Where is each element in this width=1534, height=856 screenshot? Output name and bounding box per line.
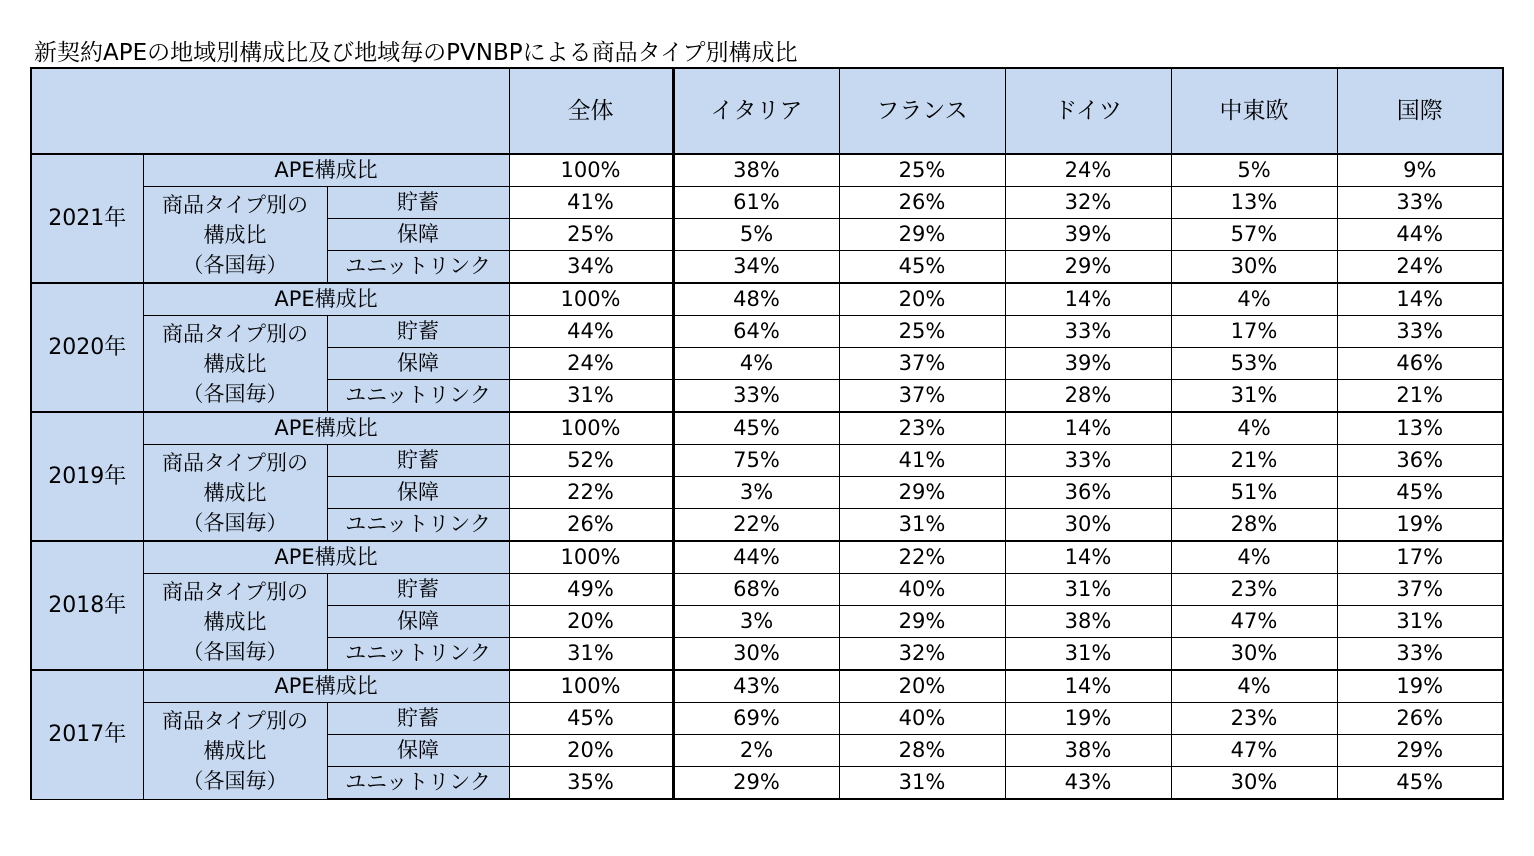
value-cell-germany: 36% [1005, 477, 1171, 509]
value-cell-italy: 48% [673, 283, 839, 316]
protection-label: 保障 [327, 477, 509, 509]
value-cell-germany: 31% [1005, 638, 1171, 671]
value-cell-total: 44% [509, 316, 673, 348]
value-cell-italy: 64% [673, 316, 839, 348]
category-label-line-2: 構成比 [203, 351, 267, 376]
category-label-line-3: （各国毎） [182, 510, 288, 535]
value-cell-total: 100% [509, 541, 673, 574]
value-cell-germany: 30% [1005, 509, 1171, 542]
protection-label: 保障 [327, 219, 509, 251]
value-cell-cee: 23% [1171, 703, 1337, 735]
value-cell-total: 100% [509, 412, 673, 445]
value-cell-germany: 39% [1005, 348, 1171, 380]
value-cell-germany: 39% [1005, 219, 1171, 251]
value-cell-cee: 30% [1171, 638, 1337, 671]
value-cell-total: 34% [509, 251, 673, 284]
value-cell-total: 20% [509, 606, 673, 638]
table-body [31, 154, 1503, 799]
value-cell-cee: 17% [1171, 316, 1337, 348]
value-cell-italy: 44% [673, 541, 839, 574]
category-label [143, 703, 327, 800]
protection-label: 保障 [327, 606, 509, 638]
value-cell-france: 25% [839, 154, 1005, 187]
value-cell-total: 45% [509, 703, 673, 735]
column-header-total: 全体 [509, 68, 673, 154]
value-cell-france: 22% [839, 541, 1005, 574]
value-cell-germany: 14% [1005, 670, 1171, 703]
savings-row [31, 703, 1503, 735]
column-header-germany: ドイツ [1005, 68, 1171, 154]
value-cell-italy: 5% [673, 219, 839, 251]
value-cell-international: 31% [1337, 606, 1503, 638]
unit-linked-label: ユニットリンク [327, 380, 509, 413]
value-cell-germany: 19% [1005, 703, 1171, 735]
value-cell-cee: 53% [1171, 348, 1337, 380]
value-cell-cee: 5% [1171, 154, 1337, 187]
value-cell-france: 32% [839, 638, 1005, 671]
ape-label: APE構成比 [143, 670, 509, 703]
ape-label: APE構成比 [143, 541, 509, 574]
value-cell-cee: 57% [1171, 219, 1337, 251]
value-cell-total: 20% [509, 735, 673, 767]
value-cell-germany: 33% [1005, 445, 1171, 477]
value-cell-italy: 38% [673, 154, 839, 187]
year-label: 2017年 [31, 670, 143, 799]
savings-label: 貯蓄 [327, 703, 509, 735]
value-cell-france: 29% [839, 606, 1005, 638]
value-cell-international: 26% [1337, 703, 1503, 735]
value-cell-france: 20% [839, 283, 1005, 316]
ape-row [31, 154, 1503, 187]
value-cell-international: 45% [1337, 477, 1503, 509]
value-cell-international: 36% [1337, 445, 1503, 477]
ape-row [31, 283, 1503, 316]
value-cell-italy: 45% [673, 412, 839, 445]
value-cell-total: 22% [509, 477, 673, 509]
unit-linked-label: ユニットリンク [327, 251, 509, 284]
value-cell-germany: 14% [1005, 541, 1171, 574]
category-label-line-3: （各国毎） [182, 768, 288, 793]
value-cell-international: 37% [1337, 574, 1503, 606]
column-header-france: フランス [839, 68, 1005, 154]
value-cell-total: 35% [509, 767, 673, 800]
value-cell-total: 100% [509, 283, 673, 316]
protection-label: 保障 [327, 348, 509, 380]
ape-label: APE構成比 [143, 283, 509, 316]
value-cell-germany: 33% [1005, 316, 1171, 348]
savings-label: 貯蓄 [327, 187, 509, 219]
value-cell-france: 40% [839, 703, 1005, 735]
savings-label: 貯蓄 [327, 445, 509, 477]
value-cell-cee: 47% [1171, 606, 1337, 638]
value-cell-cee: 23% [1171, 574, 1337, 606]
category-label-line-1: 商品タイプ別の [162, 450, 308, 475]
category-label [143, 574, 327, 671]
value-cell-international: 21% [1337, 380, 1503, 413]
value-cell-germany: 14% [1005, 283, 1171, 316]
category-label-line-2: 構成比 [203, 480, 267, 505]
value-cell-cee: 21% [1171, 445, 1337, 477]
protection-label: 保障 [327, 735, 509, 767]
value-cell-italy: 43% [673, 670, 839, 703]
value-cell-germany: 29% [1005, 251, 1171, 284]
category-label [143, 187, 327, 284]
value-cell-germany: 32% [1005, 187, 1171, 219]
year-label: 2018年 [31, 541, 143, 670]
ape-row [31, 541, 1503, 574]
savings-label: 貯蓄 [327, 316, 509, 348]
value-cell-germany: 24% [1005, 154, 1171, 187]
header-row [31, 68, 1503, 154]
table-title: 新契約APEの地域別構成比及び地域毎のPVNBPによる商品タイプ別構成比 [34, 40, 798, 66]
value-cell-total: 31% [509, 380, 673, 413]
value-cell-italy: 30% [673, 638, 839, 671]
value-cell-germany: 28% [1005, 380, 1171, 413]
category-label-line-1: 商品タイプ別の [162, 192, 308, 217]
value-cell-total: 52% [509, 445, 673, 477]
value-cell-france: 23% [839, 412, 1005, 445]
value-cell-italy: 33% [673, 380, 839, 413]
category-label-line-1: 商品タイプ別の [162, 321, 308, 346]
value-cell-cee: 4% [1171, 283, 1337, 316]
value-cell-cee: 30% [1171, 767, 1337, 800]
ape-label: APE構成比 [143, 154, 509, 187]
value-cell-italy: 29% [673, 767, 839, 800]
value-cell-total: 26% [509, 509, 673, 542]
ape-label: APE構成比 [143, 412, 509, 445]
value-cell-international: 24% [1337, 251, 1503, 284]
value-cell-italy: 34% [673, 251, 839, 284]
value-cell-international: 33% [1337, 316, 1503, 348]
value-cell-germany: 14% [1005, 412, 1171, 445]
value-cell-international: 19% [1337, 509, 1503, 542]
column-header-cee: 中東欧 [1171, 68, 1337, 154]
value-cell-france: 25% [839, 316, 1005, 348]
value-cell-italy: 2% [673, 735, 839, 767]
category-label-line-1: 商品タイプ別の [162, 708, 308, 733]
category-label [143, 445, 327, 542]
value-cell-cee: 28% [1171, 509, 1337, 542]
category-label-line-3: （各国毎） [182, 381, 288, 406]
unit-linked-label: ユニットリンク [327, 509, 509, 542]
value-cell-cee: 4% [1171, 412, 1337, 445]
unit-linked-label: ユニットリンク [327, 638, 509, 671]
value-cell-cee: 47% [1171, 735, 1337, 767]
value-cell-cee: 4% [1171, 670, 1337, 703]
header-corner-cell [31, 68, 509, 154]
savings-row [31, 574, 1503, 606]
value-cell-italy: 61% [673, 187, 839, 219]
value-cell-italy: 69% [673, 703, 839, 735]
value-cell-international: 33% [1337, 638, 1503, 671]
value-cell-international: 46% [1337, 348, 1503, 380]
value-cell-italy: 3% [673, 477, 839, 509]
value-cell-france: 41% [839, 445, 1005, 477]
value-cell-international: 19% [1337, 670, 1503, 703]
value-cell-france: 37% [839, 348, 1005, 380]
value-cell-france: 37% [839, 380, 1005, 413]
value-cell-cee: 30% [1171, 251, 1337, 284]
year-label: 2019年 [31, 412, 143, 541]
value-cell-italy: 4% [673, 348, 839, 380]
value-cell-international: 33% [1337, 187, 1503, 219]
value-cell-international: 14% [1337, 283, 1503, 316]
category-label-line-2: 構成比 [203, 222, 267, 247]
value-cell-france: 45% [839, 251, 1005, 284]
ape-row [31, 670, 1503, 703]
value-cell-international: 9% [1337, 154, 1503, 187]
unit-linked-label: ユニットリンク [327, 767, 509, 800]
value-cell-italy: 22% [673, 509, 839, 542]
column-header-italy: イタリア [673, 68, 839, 154]
value-cell-france: 29% [839, 219, 1005, 251]
category-label-line-2: 構成比 [203, 738, 267, 763]
value-cell-cee: 31% [1171, 380, 1337, 413]
value-cell-germany: 43% [1005, 767, 1171, 800]
value-cell-total: 24% [509, 348, 673, 380]
column-header-international: 国際 [1337, 68, 1503, 154]
value-cell-france: 20% [839, 670, 1005, 703]
value-cell-italy: 3% [673, 606, 839, 638]
value-cell-international: 13% [1337, 412, 1503, 445]
value-cell-total: 100% [509, 154, 673, 187]
category-label-line-2: 構成比 [203, 609, 267, 634]
value-cell-italy: 68% [673, 574, 839, 606]
value-cell-international: 44% [1337, 219, 1503, 251]
value-cell-total: 41% [509, 187, 673, 219]
value-cell-germany: 38% [1005, 606, 1171, 638]
savings-row [31, 316, 1503, 348]
value-cell-france: 29% [839, 477, 1005, 509]
savings-label: 貯蓄 [327, 574, 509, 606]
value-cell-total: 49% [509, 574, 673, 606]
category-label-line-1: 商品タイプ別の [162, 579, 308, 604]
value-cell-italy: 75% [673, 445, 839, 477]
value-cell-france: 26% [839, 187, 1005, 219]
category-label-line-3: （各国毎） [182, 639, 288, 664]
value-cell-total: 31% [509, 638, 673, 671]
value-cell-international: 17% [1337, 541, 1503, 574]
value-cell-total: 100% [509, 670, 673, 703]
value-cell-france: 31% [839, 509, 1005, 542]
value-cell-cee: 4% [1171, 541, 1337, 574]
value-cell-france: 31% [839, 767, 1005, 800]
value-cell-total: 25% [509, 219, 673, 251]
savings-row [31, 187, 1503, 219]
category-label [143, 316, 327, 413]
year-label: 2020年 [31, 283, 143, 412]
value-cell-cee: 51% [1171, 477, 1337, 509]
value-cell-germany: 38% [1005, 735, 1171, 767]
savings-row [31, 445, 1503, 477]
value-cell-france: 28% [839, 735, 1005, 767]
value-cell-international: 29% [1337, 735, 1503, 767]
category-label-line-3: （各国毎） [182, 252, 288, 277]
value-cell-international: 45% [1337, 767, 1503, 800]
year-label: 2021年 [31, 154, 143, 283]
value-cell-germany: 31% [1005, 574, 1171, 606]
value-cell-cee: 13% [1171, 187, 1337, 219]
ape-row [31, 412, 1503, 445]
value-cell-france: 40% [839, 574, 1005, 606]
composition-table [30, 67, 1504, 800]
